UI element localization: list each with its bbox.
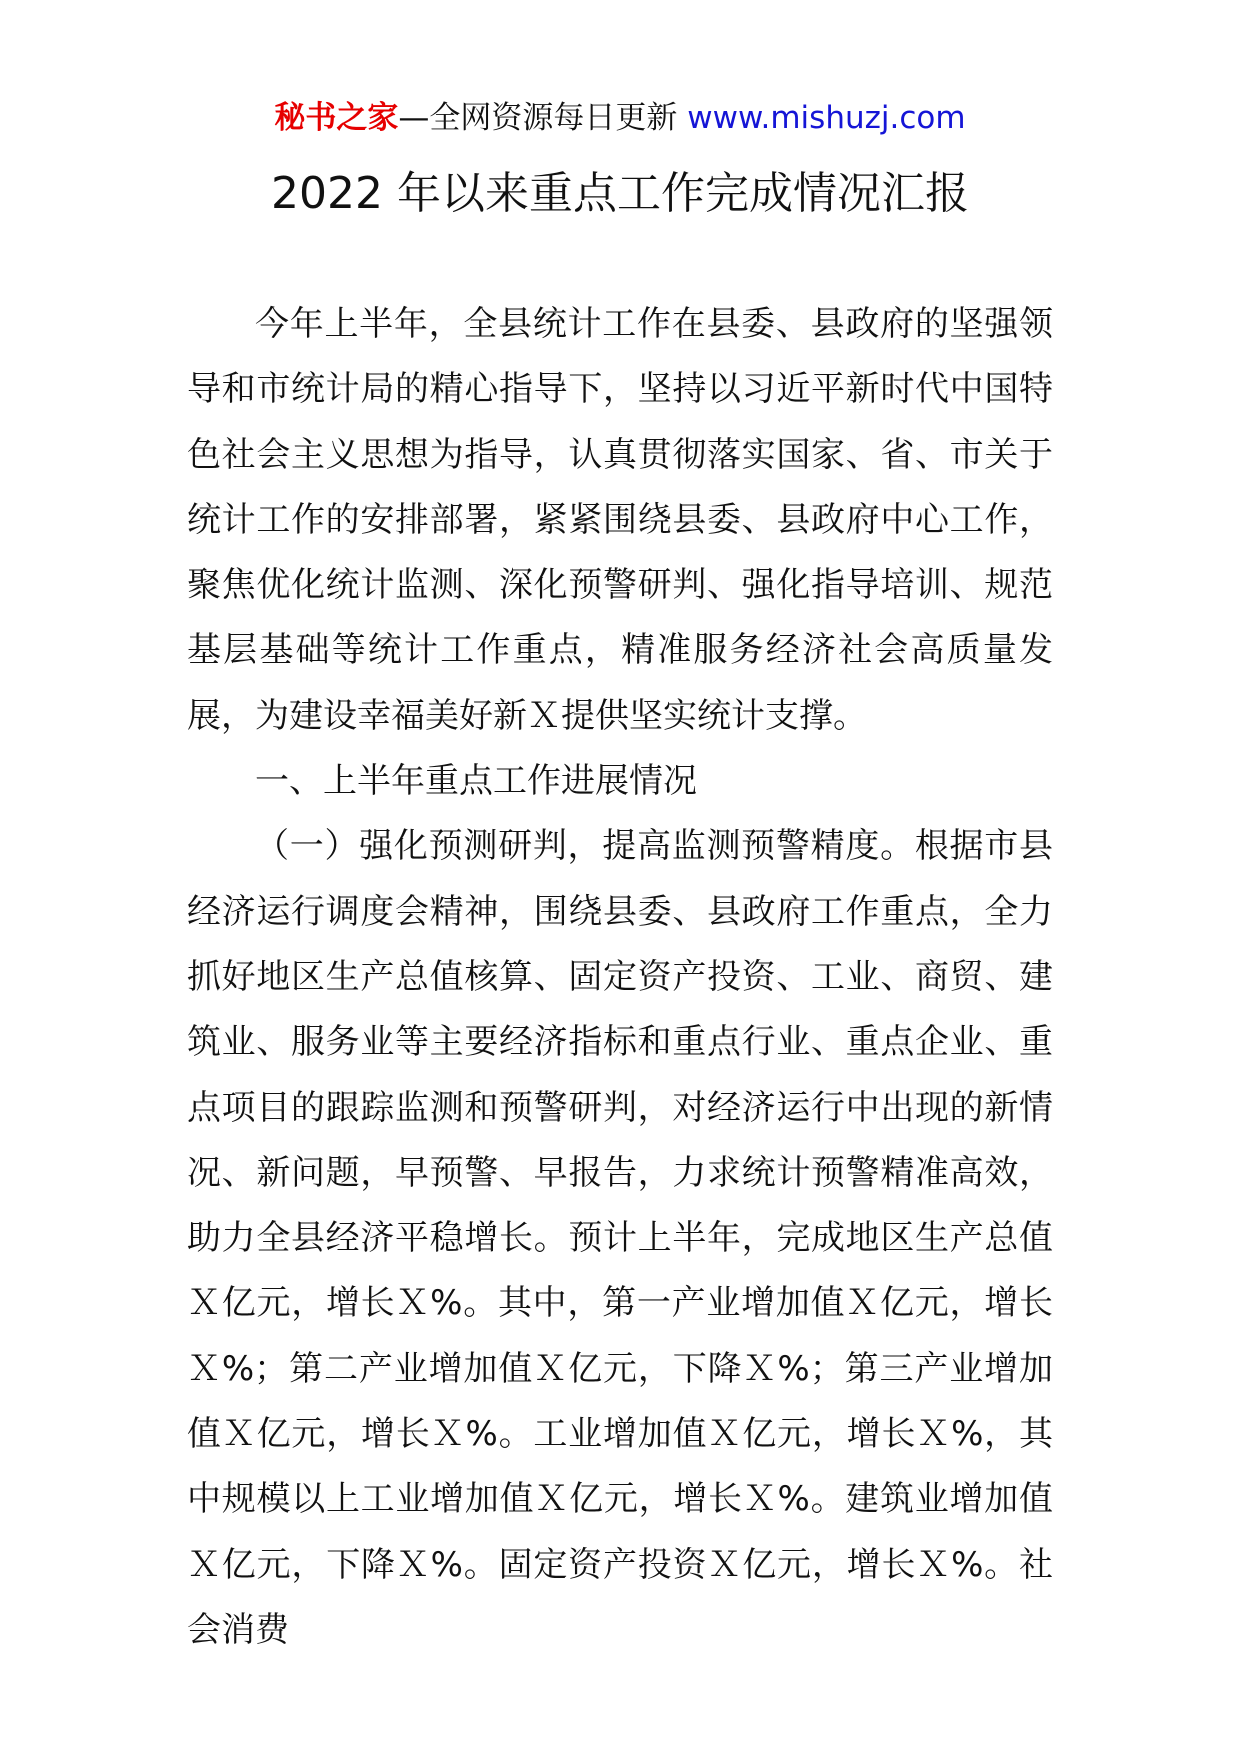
- site-url-link[interactable]: www.mishuzj.com: [687, 100, 966, 136]
- section-heading: 一、上半年重点工作进展情况: [255, 761, 697, 802]
- document-body: [187, 292, 1053, 1663]
- site-header: [0, 98, 1240, 138]
- intro-paragraph: 今年上半年，全县统计工作在县委、县政府的坚强领导和市统计局的精心指导下，坚持以习近平新时代中国特色社会主义思想为指导，认真贯彻落实国家、省、市关于统计工作的安排部署，紧紧围绕县委、县政府中心工作，聚焦优化统计监测、深化预警研判、强化指导培训、规范基层基础等统计工作重点，精准服务经济社会高质量发展，为建设幸福美好新Ｘ提供坚实统计支撑。: [187, 304, 1053, 736]
- document-title: 2022 年以来重点工作完成情况汇报: [271, 168, 969, 219]
- header-slogan: —全网资源每日更新: [398, 100, 688, 136]
- section-paragraph: （一）强化预测研判，提高监测预警精度。根据市县经济运行调度会精神，围绕县委、县政府工作重点，全力抓好地区生产总值核算、固定资产投资、工业、商贸、建筑业、服务业等主要经济指标和重点行业、重点企业、重点项目的跟踪监测和预警研判，对经济运行中出现的新情况、新问题，早预警、早报告，力求统计预警精准高效，助力全县经济平稳增长。预计上半年，完成地区生产总值Ｘ亿元，增长Ｘ%。其中，第一产业增加值Ｘ亿元，增长Ｘ%；第二产业增加值Ｘ亿元，下降Ｘ%；第三产业增加值Ｘ亿元，增长Ｘ%。工业增加值Ｘ亿元，增长Ｘ%，其中规模以上工业增加值Ｘ亿元，增长Ｘ%。建筑业增加值Ｘ亿元，下降Ｘ%。固定资产投资Ｘ亿元，增长Ｘ%。社会消费: [187, 826, 1053, 1650]
- brand-name: 秘书之家: [274, 100, 399, 136]
